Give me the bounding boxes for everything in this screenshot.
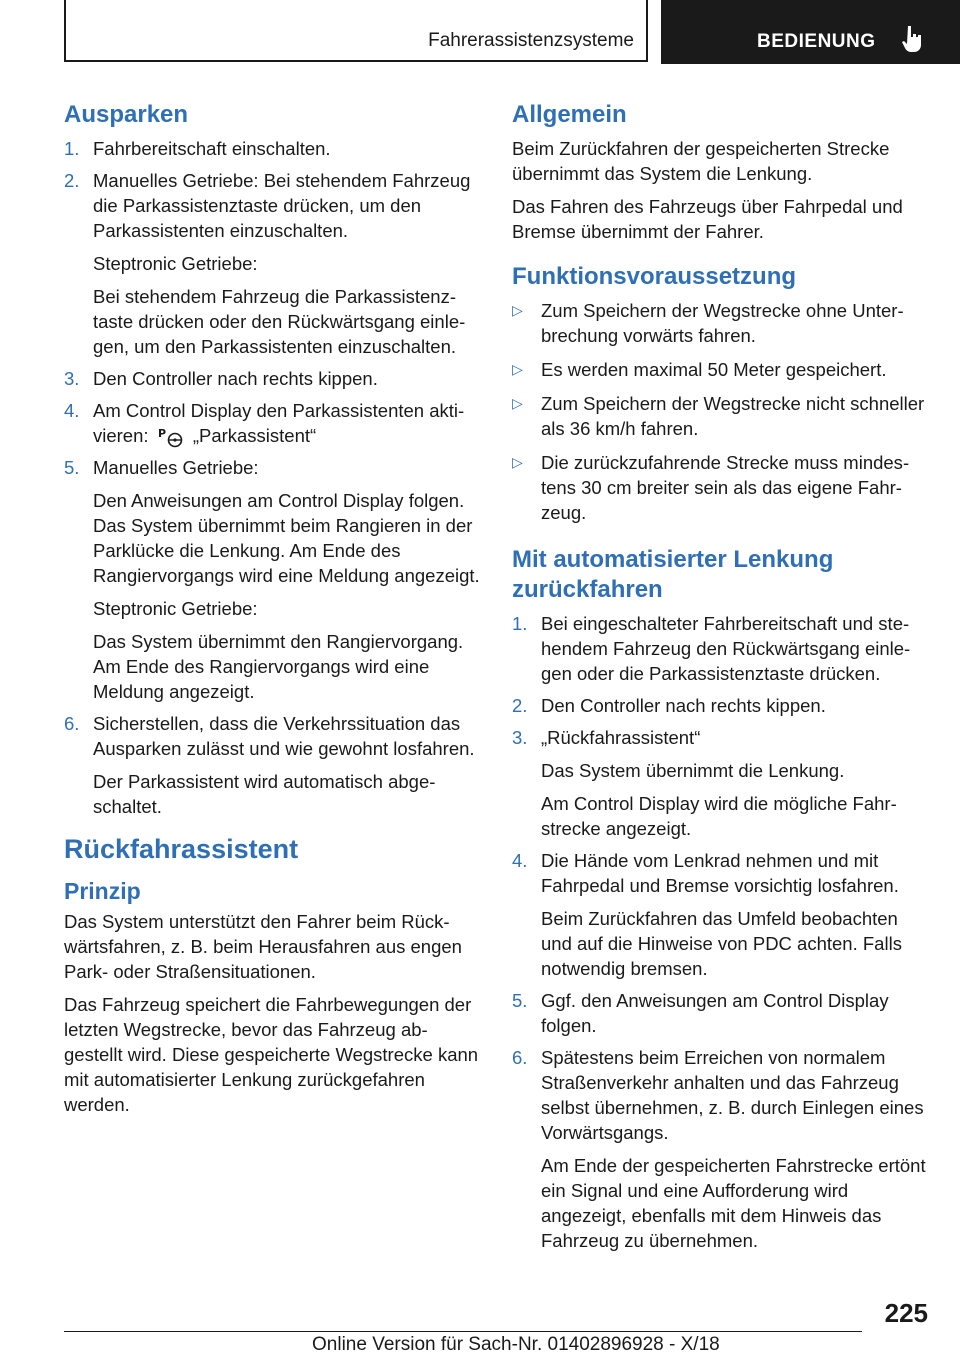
auto-lenkung-heading: Mit automatisierter Lenkung zurückfahren xyxy=(512,546,834,603)
ausparken-step-2 xyxy=(64,168,480,359)
hand-pointer-icon xyxy=(901,24,925,54)
step-text: Sicherstellen, dass die Verkehrssituation das Ausparken zulässt und wie gewohnt losfahren. xyxy=(93,713,475,760)
step-text: Spätestens beim Erreichen von normalem Straßenverkehr anhalten und das Fahrzeug selbst übernehmen, z. B. durch Einlegen eines Vorwärtsgangs. xyxy=(541,1047,924,1143)
step-subtext: Den Anweisungen am Control Display folgen. Das System übernimmt beim Rangieren in der Parklücke die Lenkung. Am Ende des Rangiervorgangs wird eine Meldung angezeigt. xyxy=(93,490,480,587)
header-chapter-tab[interactable] xyxy=(661,0,960,64)
step-text: Den Controller nach rechts kippen. xyxy=(541,695,826,716)
step-number: 5. xyxy=(64,457,80,479)
step-subtext: Der Parkassistent wird automatisch abgeschaltet. xyxy=(93,771,436,818)
funktionsvoraussetzung-heading: Funktionsvoraussetzung xyxy=(512,263,797,290)
auto-step-1 xyxy=(512,611,928,686)
prinzip-paragraph-1: Das System unterstützt den Fahrer beim Rückwärtsfahren, z. B. beim Herausfahren aus engen Park- oder Straßensituationen. xyxy=(64,911,462,983)
step-text-quoted: „Parkassistent“ xyxy=(192,425,317,446)
ausparken-step-1 xyxy=(64,136,480,161)
bullet-text: Zum Speichern der Wegstrecke ohne Unterbrechung vorwärts fahren. xyxy=(541,300,904,346)
ausparken-step-5 xyxy=(64,455,480,704)
step-number: 6. xyxy=(64,713,80,735)
list-item xyxy=(512,391,928,441)
auto-step-5 xyxy=(512,988,928,1038)
rueckfahrassistent-heading: Rückfahrassistent xyxy=(64,834,299,865)
step-number: 4. xyxy=(512,850,528,871)
footer-version-text: Online Version für Sach-Nr. 01402896928 - X/18 xyxy=(312,1334,720,1355)
bullet-text: Zum Speichern der Wegstrecke nicht schneller als 36 km/h fahren. xyxy=(541,393,925,439)
step-number: 3. xyxy=(64,368,80,389)
list-item xyxy=(512,357,928,382)
step-number: 4. xyxy=(64,400,80,421)
ausparken-steps xyxy=(64,136,480,819)
ausparken-step-3 xyxy=(64,366,480,391)
allgemein-heading: Allgemein xyxy=(512,101,627,128)
step-subtext: Bei stehendem Fahrzeug die Parkassistenztaste drücken oder den Rückwärtsgang einlegen, um den Parkassistenten einzuschalten. xyxy=(93,286,466,357)
step-text: Bei eingeschalteter Fahrbereitschaft und stehendem Fahrzeug den Rückwärtsgang einlegen oder die Parkassistenztaste drücken. xyxy=(541,613,911,684)
auto-lenkung-steps xyxy=(512,611,928,1253)
step-subtext: Steptronic Getriebe: xyxy=(93,598,258,620)
left-column xyxy=(64,100,480,1125)
triangle-bullet-icon: ▷ xyxy=(512,361,523,377)
step-text: Den Controller nach rechts kippen. xyxy=(93,368,378,389)
step-subtext: Steptronic Getriebe: xyxy=(93,253,258,274)
prinzip-heading: Prinzip xyxy=(64,878,141,905)
step-number: 5. xyxy=(512,990,528,1011)
park-assistant-icon xyxy=(158,426,184,448)
auto-step-2 xyxy=(512,693,928,718)
auto-step-6 xyxy=(512,1045,928,1253)
bullet-text: Die zurückzufahrende Strecke muss mindestens 30 cm breiter sein als das eigene Fahrzeug. xyxy=(541,452,910,523)
step-subtext: Am Control Display wird die mögliche Fahrstrecke angezeigt. xyxy=(541,793,897,839)
step-subtext: Beim Zurückfahren das Umfeld beobachten und auf die Hinweise von PDC achten. Falls notwendig bremsen. xyxy=(541,908,902,979)
right-column xyxy=(512,100,928,1263)
allgemein-paragraph-1: Beim Zurückfahren der gespeicherten Strecke übernimmt das System die Lenkung. xyxy=(512,138,890,184)
header-section-box xyxy=(64,0,648,62)
step-number: 1. xyxy=(64,138,80,159)
step-subtext: Am Ende der gespeicherten Fahrstrecke ertönt ein Signal und eine Aufforderung wird angezeigt, ebenfalls mit dem Hinweis das Fahrzeug zu übernehmen. xyxy=(541,1155,926,1251)
allgemein-paragraph-2: Das Fahren des Fahrzeugs über Fahrpedal und Bremse übernimmt der Fahrer. xyxy=(512,196,903,242)
step-number: 3. xyxy=(512,727,528,748)
step-number: 2. xyxy=(512,695,528,716)
ausparken-heading: Ausparken xyxy=(64,101,189,128)
ausparken-step-6 xyxy=(64,711,480,819)
page-number: 225 xyxy=(884,1298,928,1328)
step-text: Fahrbereitschaft einschalten. xyxy=(93,138,331,159)
list-item xyxy=(512,450,928,525)
ausparken-step-4 xyxy=(64,398,480,448)
auto-step-3 xyxy=(512,725,928,841)
step-text: Ggf. den Anweisungen am Control Display folgen. xyxy=(541,990,889,1036)
step-number: 1. xyxy=(512,613,528,634)
triangle-bullet-icon: ▷ xyxy=(512,302,523,318)
svg-text:P: P xyxy=(157,427,166,441)
step-text: Manuelles Getriebe: Bei stehendem Fahrzeug die Parkassistenztaste drücken, um den Parkassistenten einzuschalten. xyxy=(93,170,471,241)
triangle-bullet-icon: ▷ xyxy=(512,395,523,411)
prinzip-paragraph-2: Das Fahrzeug speichert die Fahrbewegungen der letzten Wegstrecke, bevor das Fahrzeug abgestellt wird. Diese gespeicherte Wegstrecke kann mit automatisierter Lenkung zurückgefahren werden. xyxy=(64,994,479,1116)
header-chapter-label: BEDIENUNG xyxy=(757,31,876,52)
auto-step-4 xyxy=(512,848,928,981)
bullet-text: Es werden maximal 50 Meter gespeichert. xyxy=(541,359,887,380)
step-number: 2. xyxy=(64,170,80,191)
funktion-bullets xyxy=(512,298,928,525)
step-subtext: Das System übernimmt den Rangiervorgang. Am Ende des Rangiervorgangs wird eine Meldung angezeigt. xyxy=(93,631,464,703)
footer-divider xyxy=(64,1331,862,1332)
step-text: Manuelles Getriebe: xyxy=(93,457,259,479)
step-number: 6. xyxy=(512,1047,528,1068)
step-text: Am Control Display den Parkassistenten aktivieren: xyxy=(93,400,465,446)
list-item xyxy=(512,298,928,348)
step-text: Die Hände vom Lenkrad nehmen und mit Fahrpedal und Bremse vorsichtig losfahren. xyxy=(541,850,899,896)
page-header xyxy=(64,0,960,66)
step-text: „Rückfahrassistent“ xyxy=(541,727,701,748)
step-subtext: Das System übernimmt die Lenkung. xyxy=(541,760,845,781)
triangle-bullet-icon: ▷ xyxy=(512,454,523,470)
header-section-title: Fahrerassistenzsysteme xyxy=(428,30,634,51)
